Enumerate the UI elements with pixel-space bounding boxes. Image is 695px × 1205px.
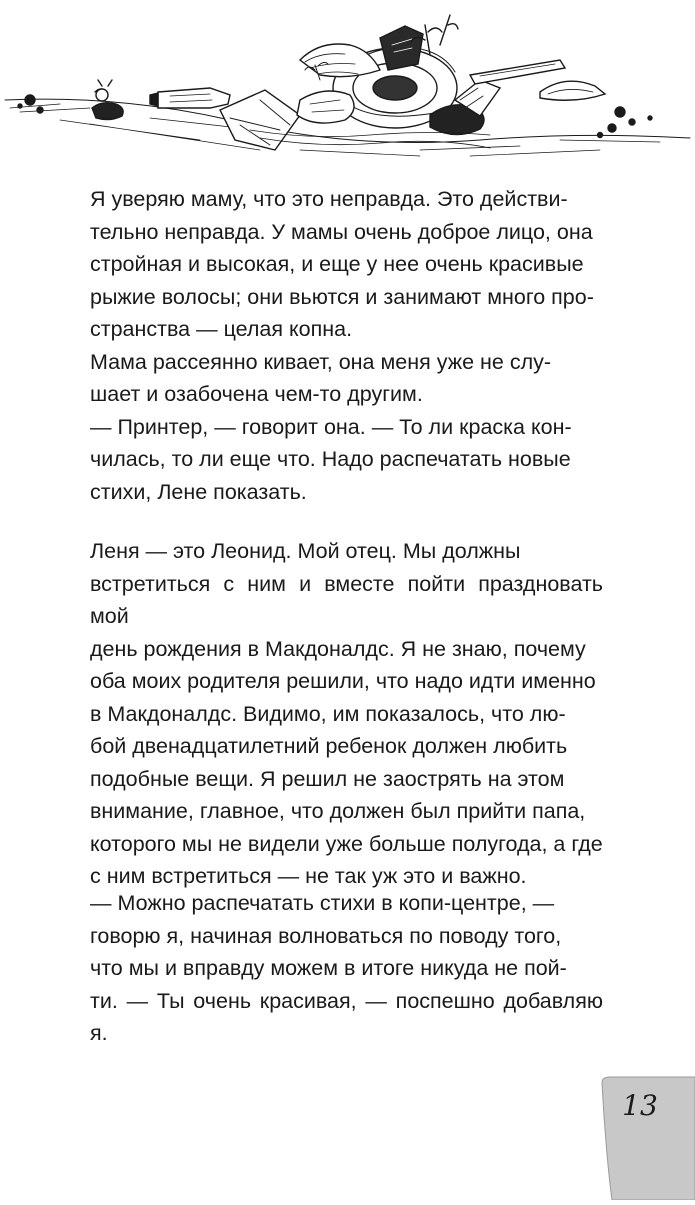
text-line: оба моих родителя решили, что надо идти именно [90, 669, 596, 693]
text-block-2 [90, 535, 603, 893]
text-line: которого мы не видели уже больше полугода, а где [90, 831, 603, 856]
text-line: день рождения в Макдоналдс. Я не знаю, почему [90, 636, 586, 661]
text-line: Я уверяю маму, что это неправда. Это действи- [90, 187, 568, 211]
paragraph-4 [90, 535, 603, 893]
text-line: внимание, главное, что должен был прийти папа, [90, 799, 586, 823]
text-line: Леня — это Леонид. Мой отец. Мы должны [90, 539, 521, 563]
text-block-3 [90, 887, 603, 1050]
paragraph-1 [90, 183, 603, 346]
text-line: рыжие волосы; они вьются и занимают много про- [90, 284, 594, 309]
text-line: — Принтер, — говорит она. — То ли краска кон- [90, 414, 572, 439]
text-line: стройная и высокая, и еще у нее очень красивые [90, 252, 584, 276]
text-line: ти. — Ты очень красивая, — поспешно добавляю я. [90, 988, 603, 1045]
text-line: шает и озабочена чем-то другим. [90, 382, 423, 406]
text-line: с ним встретиться — не так уж это и важно. [90, 864, 527, 888]
page-number: 13 [622, 1088, 658, 1122]
text-line: Мама рассеянно кивает, она меня уже не слу- [90, 349, 552, 374]
text-block-1 [90, 183, 603, 508]
text-line: — Можно распечатать стихи в копи-центре, — [90, 891, 555, 915]
text-line: подобные вещи. Я решил не заострять на этом [90, 766, 565, 791]
text-line: что мы и вправду можем в итоге никуда не пой- [90, 956, 567, 980]
paragraph-3 [90, 411, 603, 509]
text-line: чилась, то ли еще что. Надо распечатать новые [90, 447, 571, 471]
paragraph-2 [90, 346, 603, 411]
text-line: говорю я, начиная волноваться по поводу того, [90, 923, 562, 948]
text-line: странства — целая копна. [90, 317, 353, 341]
text-line: встретиться с ним и вместе пойти праздновать мой [90, 571, 603, 628]
paragraph-5 [90, 887, 603, 1050]
junk-pile-illustration [0, 0, 695, 165]
text-line: бой двенадцатилетний ребенок должен любить [90, 734, 568, 758]
text-line: в Макдоналдс. Видимо, им показалось, что лю- [90, 701, 566, 726]
page-number-tab [600, 1075, 695, 1200]
text-line: стихи, Лене показать. [90, 479, 307, 504]
text-line: тельно неправда. У мамы очень доброе лицо, она [90, 219, 593, 244]
